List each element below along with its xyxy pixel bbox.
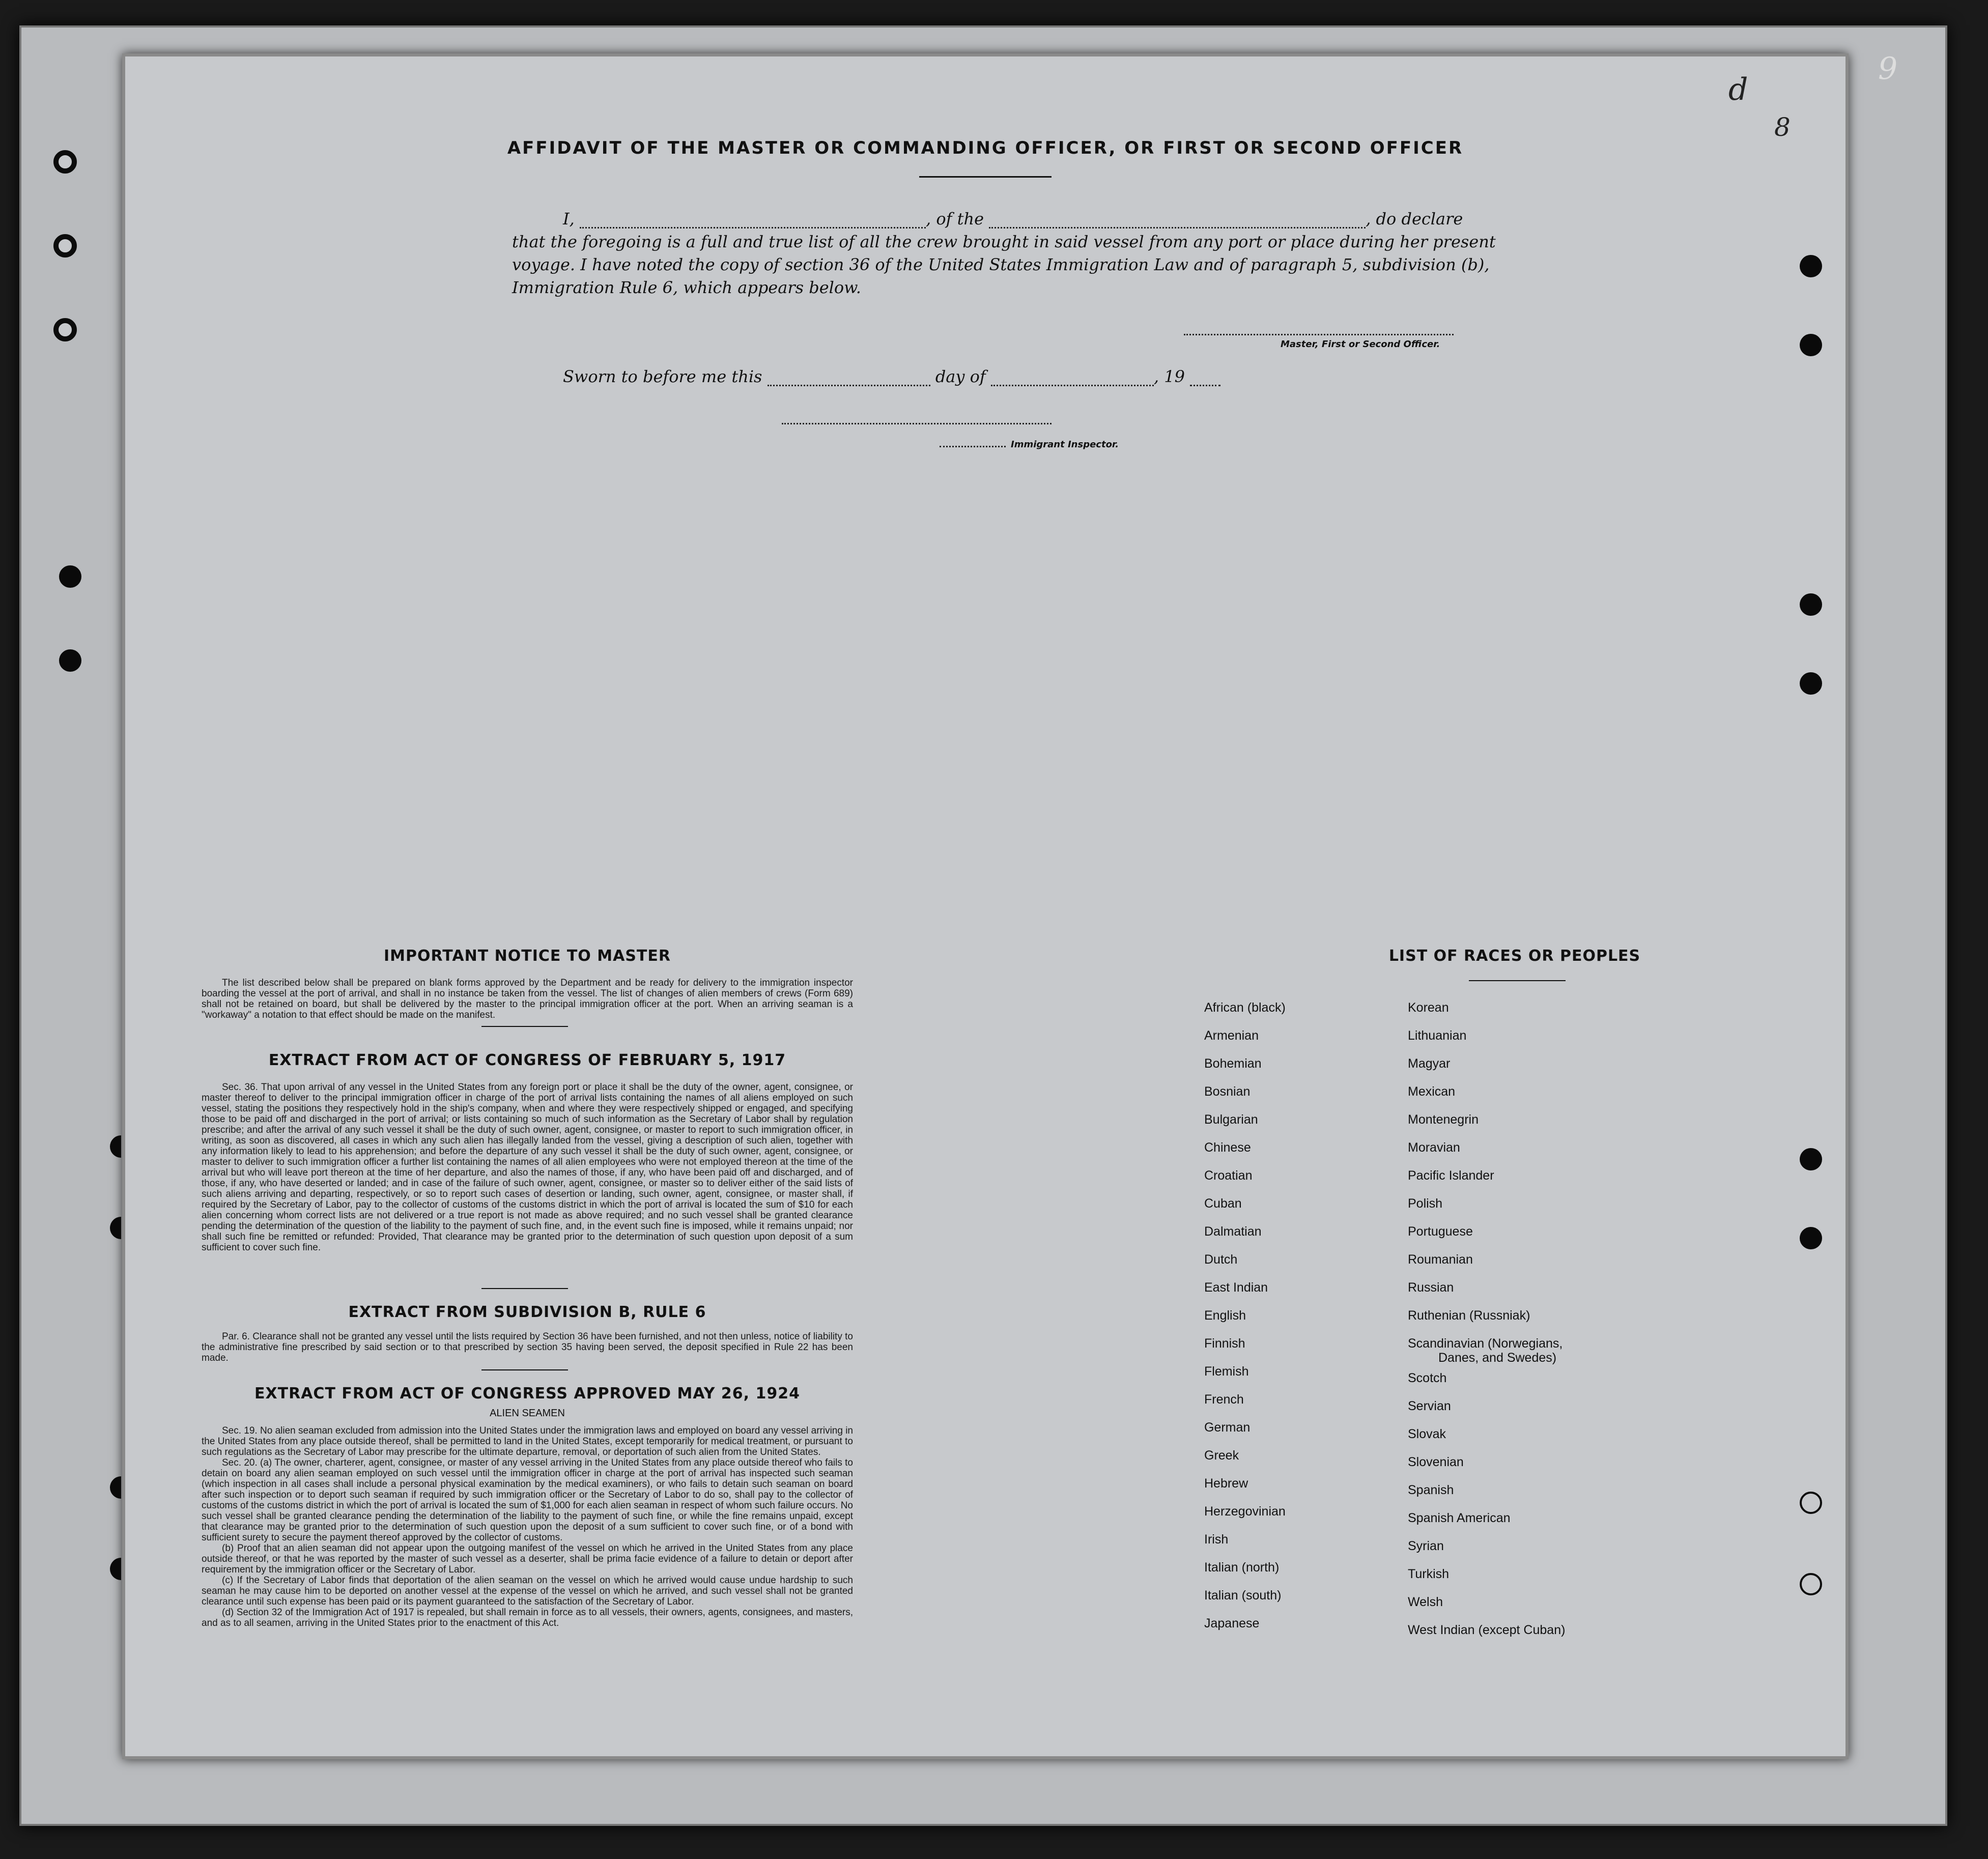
notice-paragraph: The list described below shall be prepared on blank forms approved by the Department and be ready for delivery to the immigration inspector boarding the vessel at the port of arrival, and shall in no instance be taken from the vessel. The list of changes of alien members of crews (Form 689) shall not be retained on board, but shall be delivered by the master to the principal immigration officer at the port. When an arriving seaman is a "workaway" a notation to that effect should be made on the manifest.	[202, 978, 853, 1020]
race-item: Scandinavian (Norwegians,	[1408, 1336, 1563, 1351]
sworn-year: , 19	[1153, 367, 1185, 386]
sec20a-paragraph: Sec. 20. (a) The owner, charterer, agent, consignee, or master of any vessel arriving in the United States from any place outside thereof who fails to detain on board any alien seaman employed on such vessel until the immigration officer in charge at the port of arrival has inspected such seaman (which inspection in all cases shall include a personal physical examination by the medical examiners), or who fails to detain such seaman on board after such inspection or to deport such seaman if required by such immigration officer or the Secretary of Labor to do so, shall pay to the collector of customs of the customs district in which the port of arrival is located the sum of $1,000 for each alien seaman in respect of whom such failure occurs. No such vessel shall be granted clearance pending the determination of the liability to the payment of such fine, or while the fine remains unpaid, except that clearance may be granted prior to the determination of such question upon the deposit of a sum sufficient to cover such fine, or of a bond with sufficient surety to secure the payment thereof approved by the collector of customs.	[202, 1457, 853, 1543]
extract-1924-subtitle: ALIEN SEAMEN	[490, 1408, 565, 1419]
race-item: Dalmatian	[1204, 1224, 1262, 1239]
sec20d-paragraph: (d) Section 32 of the Immigration Act of 1917 is repealed, but shall remain in force as to all vessels, their owners, agents, consignees, and masters, and as to all seamen, arriving in the United States prior to the enactment of this Act.	[202, 1607, 853, 1628]
races-left-column	[1204, 1000, 1398, 1644]
affidavit-line3: voyage. I have noted the copy of section 36 of the United States Immigration Law and of paragraph 5, subdivision (b),	[512, 255, 1490, 274]
races-title: LIST OF RACES OR PEOPLES	[1388, 947, 1641, 965]
binder-hole	[1800, 1492, 1822, 1514]
race-item: Russian	[1408, 1280, 1454, 1295]
signature-line[interactable]	[1184, 334, 1454, 335]
sworn-month-blank[interactable]	[991, 385, 1154, 386]
race-item: Finnish	[1204, 1336, 1245, 1351]
binder-hole	[1800, 1227, 1822, 1249]
race-item: Turkish	[1408, 1567, 1450, 1581]
race-item: Bulgarian	[1204, 1112, 1258, 1127]
races-right-column	[1408, 1000, 1672, 1651]
race-item: Flemish	[1204, 1364, 1249, 1379]
races-rule	[1469, 980, 1566, 981]
race-item: German	[1204, 1420, 1251, 1435]
sworn-day-of: day of	[935, 367, 986, 386]
extract-1917-title: EXTRACT FROM ACT OF CONGRESS OF FEBRUARY 5, 1917	[268, 1051, 786, 1069]
rule6-rule	[481, 1369, 568, 1370]
race-item: Japanese	[1204, 1616, 1260, 1631]
affidavit-line4: Immigration Rule 6, which appears below.	[512, 278, 861, 297]
extract-1924-text	[202, 1425, 853, 1628]
inspector-label: Immigrant Inspector.	[1011, 439, 1119, 450]
race-item: Syrian	[1408, 1539, 1444, 1553]
affidavit-of-the: , of the	[925, 209, 984, 228]
race-item: Danes, and Swedes)	[1438, 1351, 1557, 1365]
race-item: Portuguese	[1408, 1224, 1473, 1239]
binder-hole	[59, 565, 81, 588]
sec19-paragraph: Sec. 19. No alien seaman excluded from admission into the United States under the immigration laws and employed on board any vessel arriving in the United States from any place outside thereof, shall be permitted to land in the United States, except temporarily for medical treatment, or pursuant to such regulations as the Secretary of Labor may prescribe for the ultimate departure, removal, or deportation of such alien from the United States.	[202, 1425, 853, 1457]
notice-text	[202, 978, 853, 1020]
binder-hole	[1800, 334, 1822, 356]
extract-1917-text	[202, 1082, 853, 1253]
race-item: Croatian	[1204, 1168, 1253, 1183]
race-item: Italian (south)	[1204, 1588, 1282, 1603]
race-item: Greek	[1204, 1448, 1239, 1463]
signature-label: Master, First or Second Officer.	[1281, 339, 1440, 350]
notice-title: IMPORTANT NOTICE TO MASTER	[384, 947, 671, 965]
race-item: Lithuanian	[1408, 1028, 1467, 1043]
race-item: Roumanian	[1408, 1252, 1473, 1267]
manifest-page	[122, 53, 1849, 1759]
race-item: English	[1204, 1308, 1246, 1323]
race-item: Scotch	[1408, 1371, 1447, 1385]
race-item: Mexican	[1408, 1084, 1456, 1099]
binder-hole	[53, 150, 77, 174]
name-blank[interactable]	[580, 227, 926, 228]
race-item: Bohemian	[1204, 1056, 1262, 1071]
binder-hole	[59, 649, 81, 672]
race-item: Dutch	[1204, 1252, 1238, 1267]
title-rule	[919, 176, 1052, 178]
extract-1924-title: EXTRACT FROM ACT OF CONGRESS APPROVED MAY 26, 1924	[254, 1385, 800, 1403]
binder-hole	[1800, 1148, 1822, 1170]
race-item: Welsh	[1408, 1595, 1443, 1609]
race-item: Spanish American	[1408, 1511, 1511, 1525]
binder-hole	[53, 318, 77, 341]
rule6-text	[202, 1331, 853, 1363]
rule6-paragraph: Par. 6. Clearance shall not be granted any vessel until the lists required by Section 36 have been furnished, and not then unless, notice of liability to the administrative fine prescribed by said section or to that prescribed by section 35 having been served, the deposit specified in Rule 22 has been made.	[202, 1331, 853, 1363]
race-item: Armenian	[1204, 1028, 1259, 1043]
race-item: Servian	[1408, 1399, 1451, 1413]
race-item: Korean	[1408, 1000, 1449, 1015]
race-item: Pacific Islander	[1408, 1168, 1494, 1183]
race-item: Magyar	[1408, 1056, 1451, 1071]
affidavit-line1	[563, 209, 1586, 228]
race-item: Cuban	[1204, 1196, 1242, 1211]
race-item: Moravian	[1408, 1140, 1460, 1155]
race-item: West Indian (except Cuban)	[1408, 1623, 1566, 1637]
race-item: French	[1204, 1392, 1244, 1407]
affidavit-i: I,	[563, 209, 575, 228]
race-item: Italian (north)	[1204, 1560, 1280, 1575]
rule6-title: EXTRACT FROM SUBDIVISION B, RULE 6	[348, 1303, 706, 1321]
race-item: Herzegovinian	[1204, 1504, 1286, 1519]
affidavit-title: AFFIDAVIT OF THE MASTER OR COMMANDING OFFICER, OR FIRST OR SECOND OFFICER	[507, 138, 1464, 158]
sworn-day-blank[interactable]	[768, 385, 930, 386]
race-item: East Indian	[1204, 1280, 1268, 1295]
race-item: Chinese	[1204, 1140, 1251, 1155]
vessel-blank[interactable]	[989, 227, 1366, 228]
handwritten-corner-mark: d	[1728, 72, 1748, 107]
handwritten-page-number: 9	[1878, 51, 1898, 87]
binder-hole	[1800, 255, 1822, 277]
extract-1917-paragraph: Sec. 36. That upon arrival of any vessel in the United States from any foreign port or place it shall be the duty of the owner, agent, consignee, or master thereof to deliver to the principal immigration officer in charge of the port of arrival lists containing the names of all aliens employed on such vessel, stating the positions they respectively hold in the ship's company, when and where they were respectively shipped or engaged, and specifying those to be paid off and discharged in the port of arrival; or lists containing so much of such information as the Secretary of Labor shall by regulation prescribe; and after the arrival of any such vessel it shall be the duty of such owner, agent, consignee, or master to report to such immigration officer, in writing, as soon as discovered, all cases in which any such alien has illegally landed from the vessel, giving a description of such alien, together with any information likely to lead to his apprehension; and before the departure of any such vessel it shall be the duty of such owner, agent, consignee, or master to deliver to such immigration officer a further list containing the names of all alien employees who were not employed thereon at the time of the arrival but who will leave port thereon at the time of her departure, and also the names of those, if any, who have been paid off and discharged, and of those, if any, who have deserted or landed; and in case of the failure of such owner, agent, consignee, or master so to deliver either of the said lists of such aliens arriving and departing, respectively, or so to report such cases of desertion or landing, such owner, agent, consignee, or master shall, if required by the Secretary of Labor, pay to the collector of customs of the customs district in which the port of arrival is located the sum of $10 for each alien concerning whom correct lists are not delivered or a true report is not made as above required; and no such vessel shall be granted clearance pending the determination of the question of the liability to the payment of such fine, and, in the event such fine is imposed, while it remains unpaid; nor shall such fine be remitted or refunded: Provided, That clearance may be granted prior to the determination of such question upon deposit of a sum sufficient to cover such fine.	[202, 1082, 853, 1253]
race-item: Montenegrin	[1408, 1112, 1479, 1127]
sec20b-paragraph: (b) Proof that an alien seaman did not appear upon the outgoing manifest of the vessel on which he arrived in the United States from any place outside thereof, or that he was reported by the master of such vessel as a deserter, shall be prima facie evidence of a failure to detain or deport after requirement by the immigration officer or the Secretary of Labor.	[202, 1543, 853, 1575]
race-item: Slovak	[1408, 1427, 1446, 1441]
extract-1917-rule	[481, 1288, 568, 1289]
inspector-signature-line[interactable]	[782, 423, 1052, 424]
sec20c-paragraph: (c) If the Secretary of Labor finds that deportation of the alien seaman on the vessel on which he arrived would cause undue hardship to such seaman he may cause him to be deported on another vessel at the expense of the vessel on which he arrived, and such vessel shall not be granted clearance until such expense has been paid or its payment guaranteed to the satisfaction of the Secretary of Labor.	[202, 1575, 853, 1607]
binder-hole	[53, 234, 77, 258]
race-item: Slovenian	[1408, 1455, 1464, 1469]
affidavit-line2: that the foregoing is a full and true list of all the crew brought in said vessel from any port or place during her present	[512, 232, 1496, 251]
sworn-line	[563, 367, 1220, 386]
race-item: African (black)	[1204, 1000, 1286, 1015]
binder-hole	[1800, 672, 1822, 695]
handwritten-corner-mark-2: 8	[1774, 112, 1791, 142]
race-item: Spanish	[1408, 1483, 1454, 1497]
binder-hole	[1800, 593, 1822, 616]
sworn-year-blank[interactable]	[1190, 385, 1220, 386]
binder-hole	[1800, 1573, 1822, 1595]
race-item: Ruthenian (Russniak)	[1408, 1308, 1530, 1323]
inspector-line-lead	[940, 446, 1006, 447]
race-item: Polish	[1408, 1196, 1443, 1211]
sworn-prefix: Sworn to before me this	[563, 367, 762, 386]
race-item: Hebrew	[1204, 1476, 1248, 1491]
race-item: Bosnian	[1204, 1084, 1251, 1099]
race-item: Irish	[1204, 1532, 1229, 1547]
affidavit-declare: , do declare	[1366, 209, 1463, 228]
notice-rule	[481, 1026, 568, 1027]
